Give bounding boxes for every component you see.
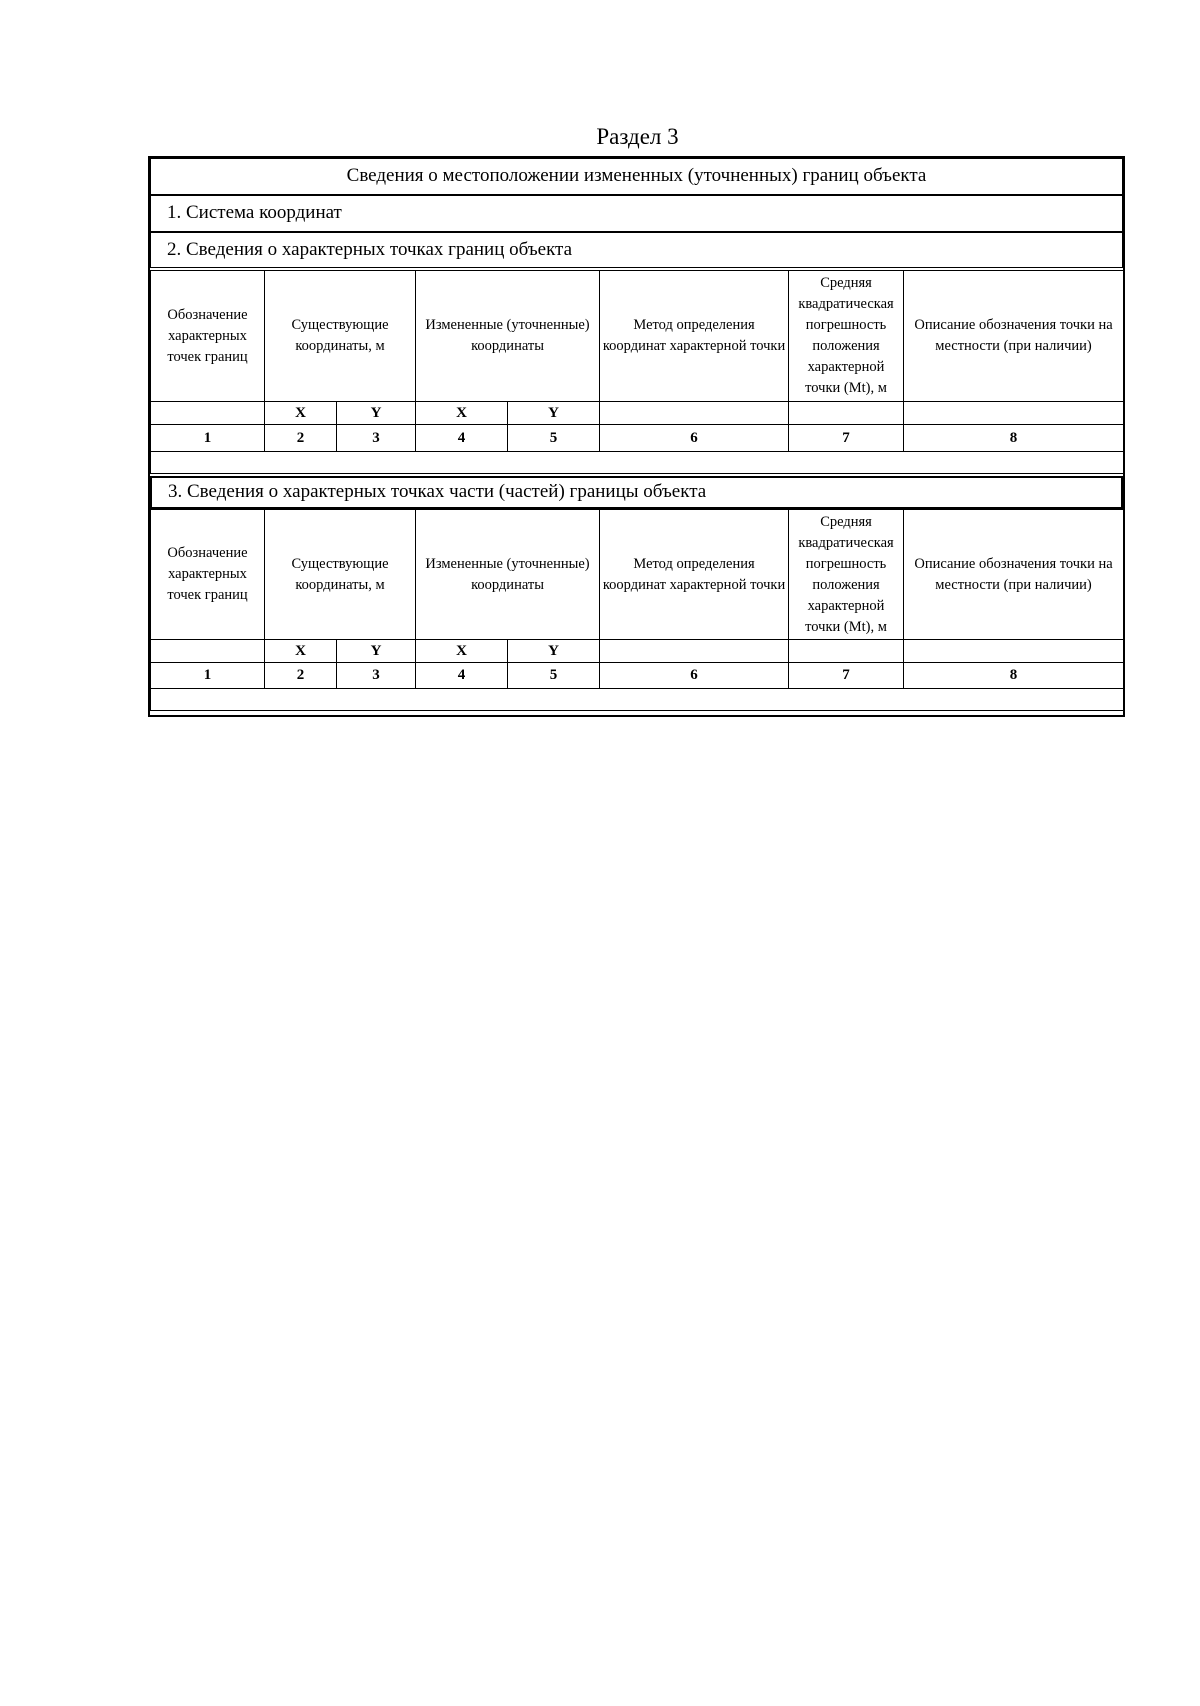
- col-existing-header: Существующие координаты, м: [265, 510, 416, 640]
- column-number: 5: [508, 663, 600, 689]
- axis-label: X: [265, 640, 337, 663]
- column-number: 3: [337, 425, 416, 452]
- col-method-header: Метод определения координат характерной точки: [600, 510, 789, 640]
- axis-empty-cell: [151, 402, 265, 425]
- section3-title: 3. Сведения о характерных точках части (частей) границы объекта: [150, 476, 1123, 509]
- column-number: 7: [789, 425, 904, 452]
- axis-empty-cell: [600, 402, 789, 425]
- axis-empty-cell: [904, 640, 1124, 663]
- column-number: 3: [337, 663, 416, 689]
- col-error-header: Средняя квадратическая погрешность положения характерной точки (Mt), м: [789, 271, 904, 402]
- column-number: 5: [508, 425, 600, 452]
- points-table-1: [150, 270, 1124, 474]
- col-existing-header: Существующие координаты, м: [265, 271, 416, 402]
- column-number: 6: [600, 425, 789, 452]
- empty-data-row: [151, 689, 1124, 711]
- axis-label: Y: [508, 402, 600, 425]
- col-description-header: Описание обозначения точки на местности (при наличии): [904, 271, 1124, 402]
- axis-label: Y: [337, 640, 416, 663]
- axis-empty-cell: [600, 640, 789, 663]
- column-number: 2: [265, 425, 337, 452]
- header-title: Сведения о местоположении измененных (уточненных) границ объекта: [150, 158, 1123, 195]
- col-method-header: Метод определения координат характерной точки: [600, 271, 789, 402]
- col-designation-header: Обозначение характерных точек границ: [151, 510, 265, 640]
- col-error-header: Средняя квадратическая погрешность положения характерной точки (Mt), м: [789, 510, 904, 640]
- column-number: 6: [600, 663, 789, 689]
- axis-empty-cell: [789, 640, 904, 663]
- col-changed-header: Измененные (уточненные) координаты: [416, 271, 600, 402]
- axis-label: Y: [337, 402, 416, 425]
- column-number: 2: [265, 663, 337, 689]
- empty-data-row: [151, 452, 1124, 474]
- column-number: 7: [789, 663, 904, 689]
- axis-label: X: [416, 402, 508, 425]
- col-description-header: Описание обозначения точки на местности (при наличии): [904, 510, 1124, 640]
- column-number: 4: [416, 425, 508, 452]
- section-frame: [148, 156, 1125, 717]
- column-number: 8: [904, 663, 1124, 689]
- column-number: 8: [904, 425, 1124, 452]
- column-number: 1: [151, 425, 265, 452]
- axis-empty-cell: [789, 402, 904, 425]
- page-title: Раздел 3: [596, 124, 679, 149]
- col-changed-header: Измененные (уточненные) координаты: [416, 510, 600, 640]
- axis-empty-cell: [904, 402, 1124, 425]
- column-number: 4: [416, 663, 508, 689]
- section1-title: 1. Система координат: [150, 195, 1123, 232]
- axis-label: Y: [508, 640, 600, 663]
- axis-label: X: [265, 402, 337, 425]
- section2-title: 2. Сведения о характерных точках границ объекта: [150, 232, 1123, 268]
- points-table-2: [150, 509, 1124, 711]
- axis-label: X: [416, 640, 508, 663]
- col-designation-header: Обозначение характерных точек границ: [151, 271, 265, 402]
- axis-empty-cell: [151, 640, 265, 663]
- column-number: 1: [151, 663, 265, 689]
